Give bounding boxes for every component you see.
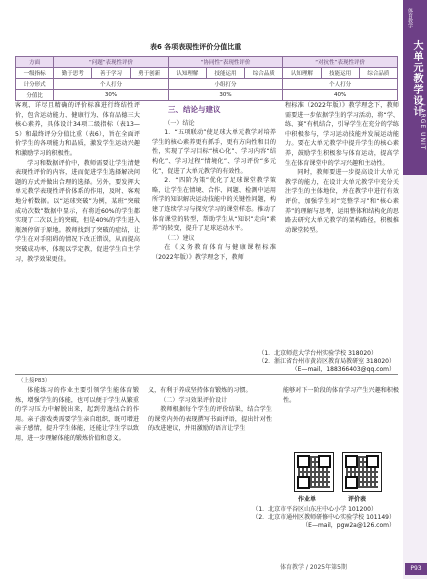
affiliation-email: （E—mail，pgw2a@126.com） bbox=[302, 522, 395, 529]
column-5 bbox=[148, 386, 272, 434]
section-title: 三、结论与建议 bbox=[168, 105, 221, 114]
paragraph: 2．“四阶为策”优化了足球课堂教学策略，让学生在情境、合作、问题、检测中运用所学的知识解决运动技能中的关键性问题，构建了连续学习与探究学习的课堂样态。推动了体育课堂的转型，帮助学生从“知识”走向“素养”的转变，提升了足球运动水平。 bbox=[152, 177, 276, 233]
table-header-cell: “问题”表现性评价 bbox=[54, 57, 169, 68]
column-6 bbox=[283, 386, 399, 405]
continued-label: （上接P83） bbox=[18, 378, 51, 384]
table-cell: 综合品质 bbox=[245, 68, 283, 79]
affiliation-line: （1．北京师范大学台州实验学校 318020） bbox=[258, 350, 377, 357]
table-cell: 小组打分 bbox=[168, 79, 283, 90]
subsection-title: （二）学习效果评价设计 bbox=[160, 396, 228, 404]
paragraph: 教师根据每个学生的评价结果，结合学生的课堂内外的表现撰写书面评语，提出针对性的改进建议，并用激励的语言让学生 bbox=[148, 406, 272, 433]
table-row bbox=[16, 68, 398, 79]
paragraph: 体能练习的作业主要引领学生能体育锻炼，增强学生的体能，也可以便于学生从繁重的学习压力中解脱出来，起到劳逸结合的作用。亲子游戏类需要学生亲自组织，既可增进亲子感情，提升学生体能，还能让学生学以致用，进一步理解体能的锻炼价值和意义。 bbox=[15, 387, 139, 442]
author-affiliation bbox=[258, 350, 395, 374]
paragraph: 1．“五项联动”使足球大单元教学对培养学生的核心素养更有抓手，更有方向性和目的性，实现了学习目标“核心化”、学习内容“结构化”、学习过程“情境化”、学习评价“多元化”，促进了大单元教学的有效性。 bbox=[152, 129, 276, 175]
table-cell: 分值比 bbox=[16, 90, 54, 101]
table-header-row bbox=[16, 57, 398, 68]
score-table bbox=[15, 56, 398, 101]
affiliation-line: （2．浙江省台州市黄岩区教育局教研室 318020） bbox=[258, 358, 395, 365]
table-header-cell: “协同性”表现性评价 bbox=[168, 57, 283, 68]
table-cell: 善于学习 bbox=[92, 68, 130, 79]
paragraph: 能够对下一阶段的体育学习产生兴趣和积极性。 bbox=[283, 387, 399, 404]
table-cell: 勤于思考 bbox=[54, 68, 92, 79]
table-row bbox=[16, 79, 398, 90]
table-cell: 技能运用 bbox=[206, 68, 244, 79]
subsection-title: （二）建议 bbox=[164, 234, 195, 242]
table-cell: 个人打分 bbox=[283, 79, 398, 90]
subsection-title: （一）结论 bbox=[164, 119, 195, 127]
sidebar-latin-label: LARGE UNIT bbox=[419, 104, 426, 151]
table-cell: 个人打分 bbox=[54, 79, 169, 90]
section-divider bbox=[15, 374, 398, 375]
table-cell: 技能运用 bbox=[321, 68, 359, 79]
paragraph: 同时，教师要进一步提高设计大单元教学的能力，在设计大单元教学中充分关注学生的主体地位，并在教学中进行有效评价，加强学生对“完整学习”和“核心素养”的理解与思考，运用整体和结构化的思路去研究大单元教学的架构路径，积极推动课堂转型。 bbox=[285, 169, 399, 234]
author-affiliation-2 bbox=[252, 506, 395, 530]
table-title: 表6 各项表现性评价分值比重 bbox=[150, 43, 242, 51]
table-cell: 综合品质 bbox=[359, 68, 397, 79]
qr-caption-evaluation: 评价表 bbox=[348, 496, 367, 503]
affiliation-line: （1．北京市平谷区山东庄中心小学 101200） bbox=[252, 506, 377, 513]
affiliation-line: （2．北京市通州区教师研修中心实验学校 101149） bbox=[252, 514, 395, 521]
page-number: P93 bbox=[405, 563, 427, 575]
journal-footer: 体育教学 / 2025年第5期 bbox=[280, 564, 347, 571]
table-cell: 30% bbox=[168, 90, 283, 101]
table-cell: 40% bbox=[283, 90, 398, 101]
homework-qr-code[interactable] bbox=[294, 452, 334, 492]
sidebar-big-label: 大单元教学设计 bbox=[411, 40, 422, 117]
table-cell: 认知理解 bbox=[168, 68, 206, 79]
table-cell: 勇于创新 bbox=[130, 68, 168, 79]
table-cell: 一级指标 bbox=[16, 68, 54, 79]
table-header-cell: 方面 bbox=[16, 57, 54, 68]
qr-caption-homework: 作业单 bbox=[298, 496, 317, 503]
table-cell: 30% bbox=[54, 90, 169, 101]
column-1 bbox=[15, 101, 140, 264]
paragraph: 学习和数据评价中，教师需要让学生清楚表现性评价的内容，进而促进学生选择解决问题的方式并做出合理的选择。另外，要发挥大单元教学表现性评价体系的作用，及时、客观地分析数据。以“运球突破”为例，某班“突破成功次数”数据中显示，有将近60%的学生都实现了二次以上的突破，但是40%的学生进入瓶颈停留于原地。教师找到了突破的症结，让学生在对手阻碍的情况下改正错误，从而提高突破成功率，体现以学定教，促进学生自主学习，教学效果更佳。 bbox=[15, 159, 140, 263]
table-header-cell: “对抗性”表现性评价 bbox=[283, 57, 398, 68]
paragraph: 义，有利于养成坚持体育锻炼的习惯。 bbox=[148, 387, 252, 394]
table-row bbox=[16, 90, 398, 101]
paragraph: 程标准（2022年版）》教学理念下，教师需要进一步依据学生的学习活动，将“学、练、赛”有机结合，引导学生在充分的学练中积极参与，学习运动技能并发展运动能力。要在大单元教学中提升学生的核心素养，鼓励学生积极参与体育运动，提高学生在体育课堂中的学习兴趣和主动性。 bbox=[285, 102, 399, 167]
paragraph: 客观、详尽且精确的评价标准进行终结性评价，包含运动能力、健康行为、体育品德三大核心素养，具体设计34项二级指标（表13—5）和最终评分分值比重（表6），旨在全面评价学生的各项能力和品质，激发学生运动兴趣和激励学习的积极性。 bbox=[15, 102, 140, 157]
column-3 bbox=[285, 101, 399, 235]
sidebar bbox=[403, 0, 427, 579]
column-4 bbox=[15, 386, 139, 444]
sidebar-small-label: 体育教学 bbox=[407, 8, 413, 28]
paragraph: 在《义务教育体育与健康课程标准（2022年版）》教学理念下，教师 bbox=[152, 244, 276, 261]
evaluation-qr-code[interactable] bbox=[342, 452, 382, 492]
column-2 bbox=[152, 101, 276, 263]
affiliation-email: （E—mail，188366403@qq.com） bbox=[291, 366, 395, 373]
table-cell: 计分形式 bbox=[16, 79, 54, 90]
table-cell: 认知理解 bbox=[283, 68, 321, 79]
